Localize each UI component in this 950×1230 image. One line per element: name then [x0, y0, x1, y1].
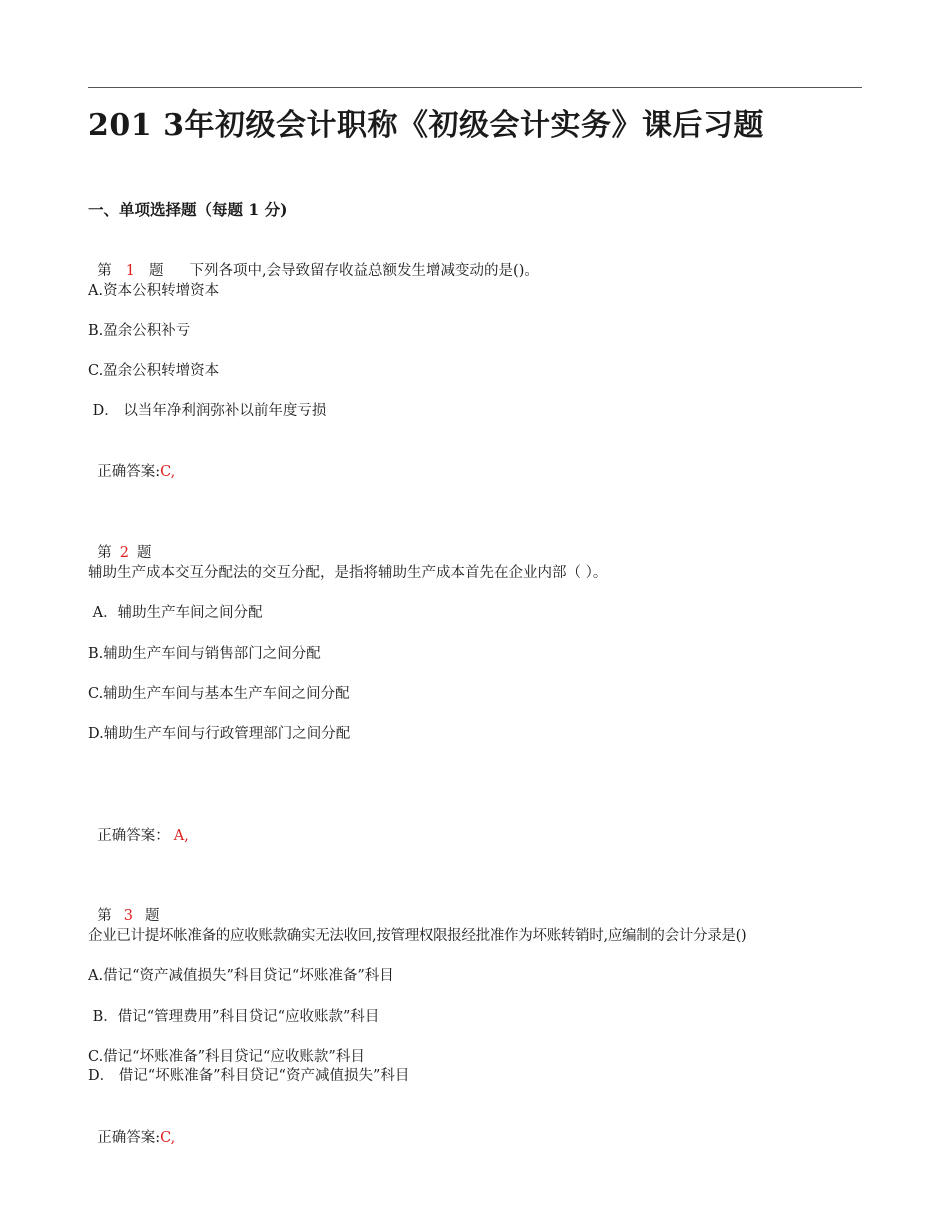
question-label-prefix: 第 — [97, 908, 112, 924]
question-label-prefix: 第 — [97, 545, 112, 561]
option-d: D.辅助生产车间与行政管理部门之间分配 — [88, 726, 351, 742]
option-b: B.辅助生产车间与销售部门之间分配 — [88, 646, 321, 662]
question-label-suffix: 题 — [144, 908, 160, 924]
question-stem: 辅助生产成本交互分配法的交互分配，是指将辅助生产成本首先在企业内部（ ）。 — [88, 565, 608, 581]
question-label-suffix: 题 — [136, 545, 152, 561]
option-a: A．辅助生产车间之间分配 — [88, 605, 263, 621]
header-rule — [88, 87, 862, 88]
question-label-prefix: 第 — [97, 263, 112, 279]
question-stem: 下列各项中,会导致留存收益总额发生增减变动的是()。 — [189, 263, 539, 279]
option-d: D． 以当年净利润弥补以前年度亏损 — [88, 403, 327, 419]
option-c: C.盈余公积转增资本 — [88, 363, 220, 379]
answer-label: 正确答案: — [97, 464, 161, 480]
answer-line — [88, 442, 175, 482]
question-number: 1 — [125, 263, 135, 279]
answer-value: C, — [160, 1130, 176, 1146]
answer-line — [88, 1108, 175, 1148]
option-b: B.盈余公积补亏 — [88, 323, 191, 339]
option-c: C.辅助生产车间与基本生产车间之间分配 — [88, 686, 350, 702]
question-number: 3 — [123, 908, 133, 924]
answer-value: C, — [160, 464, 176, 480]
option-d: D． 借记“坏账准备”科目贷记“资产减值损失”科目 — [88, 1068, 410, 1084]
question-1-header — [88, 241, 539, 281]
question-number: 2 — [119, 545, 129, 561]
answer-line — [88, 806, 189, 846]
option-b: B．借记“管理费用”科目贷记“应收账款”科目 — [88, 1009, 380, 1025]
question-label-suffix: 题 — [148, 263, 164, 279]
answer-label: 正确答案: — [97, 1130, 161, 1146]
option-a: A.借记“资产减值损失”科目贷记“坏账准备”科目 — [88, 968, 394, 984]
page-title: 201 3年初级会计职称《初级会计实务》课后习题 — [88, 108, 764, 143]
option-a: A.资本公积转增资本 — [88, 283, 220, 299]
section-heading: 一、单项选择题（每题 1 分) — [88, 200, 288, 219]
question-3-header — [88, 886, 159, 926]
answer-value: A, — [173, 828, 189, 844]
answer-label: 正确答案： — [97, 828, 170, 844]
option-c: C.借记“坏账准备”科目贷记“应收账款”科目 — [88, 1049, 365, 1065]
question-2-header — [88, 523, 151, 563]
question-stem: 企业已计提坏帐准备的应收账款确实无法收回,按管理权限报经批准作为坏账转销时,应编制的会计分录是() — [88, 928, 747, 944]
